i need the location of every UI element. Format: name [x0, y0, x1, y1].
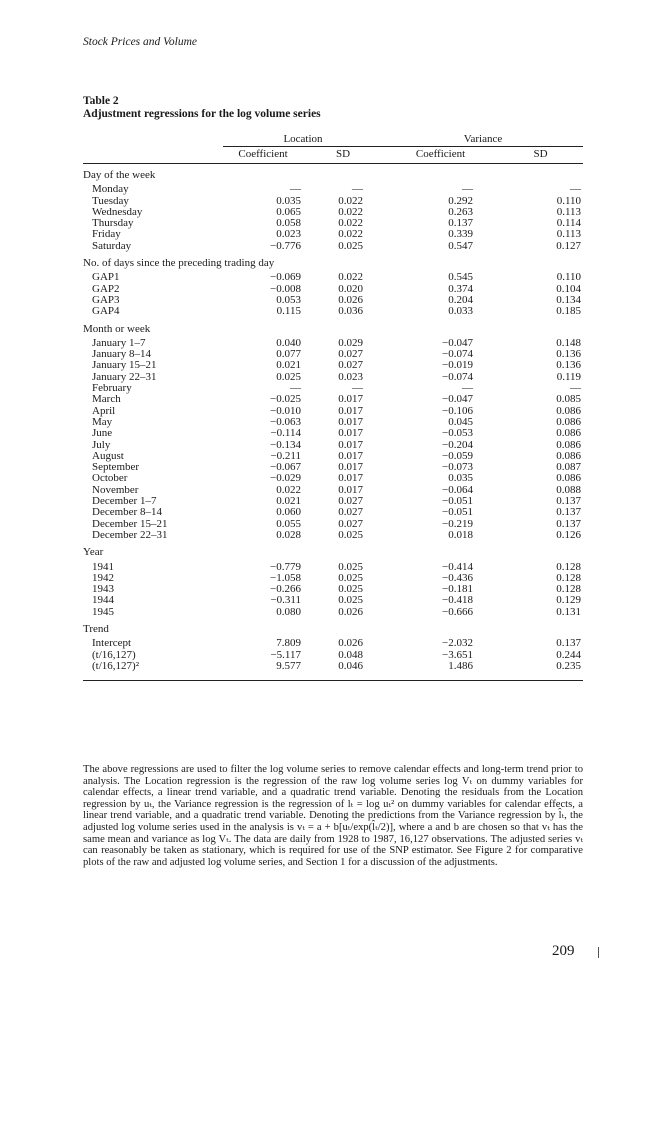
table-row [83, 241, 583, 252]
table-cell: 0.023 [276, 228, 301, 241]
table-cell: −0.010 [270, 404, 301, 417]
section-header-row [83, 618, 583, 638]
table-cell: −0.266 [270, 583, 301, 596]
table-row [83, 584, 583, 595]
table-cell: 0.134 [556, 293, 582, 306]
table-cell: — [352, 382, 364, 395]
table-cell: 0.055 [276, 517, 301, 530]
table-cell: 0.017 [338, 438, 364, 451]
table-cell: 0.040 [276, 336, 301, 349]
table-row [83, 394, 583, 405]
table-row [83, 562, 583, 573]
table-cell: 0.080 [276, 605, 301, 618]
table-row [83, 595, 583, 606]
table-cell: 0.022 [276, 483, 301, 496]
table-cell: 0.128 [556, 560, 582, 573]
regression-table [83, 130, 583, 681]
table-cell: −0.047 [442, 393, 474, 406]
section-header-row [83, 541, 583, 561]
table-cell: 0.025 [276, 370, 301, 383]
table-cell: −0.414 [442, 560, 474, 573]
table-cell: 0.110 [556, 194, 582, 207]
table-cell: 0.017 [338, 393, 364, 406]
table-cell: 0.058 [276, 217, 301, 230]
table-row [83, 338, 583, 349]
table-cell: −2.032 [442, 637, 474, 650]
table-row [83, 349, 583, 360]
table-cell: −0.047 [442, 336, 474, 349]
table-cell: 0.027 [338, 348, 364, 361]
table-cell: 0.017 [338, 483, 364, 496]
table-cell: 0.017 [338, 449, 364, 462]
table-cell: −0.074 [442, 348, 474, 361]
table-row [83, 417, 583, 428]
table-row [83, 360, 583, 371]
row-label: May [92, 415, 113, 428]
section-title: Year [83, 546, 104, 559]
row-label: Saturday [92, 239, 132, 252]
table-cell: 0.035 [448, 472, 474, 485]
table-cell: −0.181 [442, 583, 474, 596]
table-cell: 0.128 [556, 583, 582, 596]
table-cell: 0.136 [556, 348, 582, 361]
table-cell: 0.185 [556, 305, 582, 318]
table-cell: 0.128 [556, 571, 582, 584]
row-label: GAP2 [92, 282, 120, 295]
table-row [83, 650, 583, 661]
table-cell: −0.114 [270, 427, 301, 440]
table-cell: 0.129 [556, 594, 582, 607]
row-label: December 8–14 [92, 506, 162, 519]
stub-header [83, 130, 223, 147]
row-label: (t/16,127)² [92, 659, 139, 672]
row-label: January 22–31 [92, 370, 157, 383]
running-head: Stock Prices and Volume [83, 36, 198, 48]
table-cell: 0.113 [556, 205, 582, 218]
table-row [83, 607, 583, 618]
table-cell: 0.017 [338, 404, 364, 417]
table-cell: −0.219 [442, 517, 474, 530]
table-cell: 0.086 [556, 404, 582, 417]
table-bottom-rule [83, 681, 583, 682]
table-caption [83, 95, 321, 121]
table-row [83, 306, 583, 317]
row-label: April [92, 404, 116, 417]
table-cell: −0.053 [442, 427, 474, 440]
table-cell: −0.067 [270, 461, 301, 474]
table-cell: 0.086 [556, 427, 582, 440]
row-label: December 22–31 [92, 528, 168, 541]
table-row [83, 383, 583, 394]
table-cell: 0.127 [556, 239, 582, 252]
table-cell: 0.025 [338, 560, 364, 573]
row-label: Intercept [92, 637, 132, 650]
table-cell: 7.809 [276, 637, 301, 650]
table-cell: 0.017 [338, 461, 364, 474]
row-label: Wednesday [92, 205, 143, 218]
table-cell: 0.022 [338, 205, 364, 218]
row-label: GAP1 [92, 271, 120, 284]
row-label: July [92, 438, 111, 451]
table-cell: −0.051 [442, 495, 474, 508]
table-cell: — [462, 183, 474, 196]
table-cell: — [352, 183, 364, 196]
table-cell: −0.029 [270, 472, 301, 485]
table-cell: −0.063 [270, 415, 301, 428]
table-cell: 0.104 [556, 282, 582, 295]
table-cell: −0.064 [442, 483, 474, 496]
table-cell: 0.113 [556, 228, 582, 241]
table-row [83, 229, 583, 240]
table-cell: −0.418 [442, 594, 474, 607]
table-row [83, 272, 583, 283]
table-cell: 0.021 [276, 359, 301, 372]
table-cell: 0.027 [338, 495, 364, 508]
table-cell: 0.339 [448, 228, 474, 241]
table-cell: 0.086 [556, 415, 582, 428]
row-label: January 15–21 [92, 359, 157, 372]
table-cell: 0.545 [448, 271, 474, 284]
table-header [83, 130, 583, 164]
table-cell: 0.026 [338, 293, 364, 306]
table-cell: 0.026 [338, 605, 364, 618]
table-cell: −0.051 [442, 506, 474, 519]
group-header-location: Location [223, 130, 383, 147]
row-label: 1942 [92, 571, 114, 584]
table-cell: 0.027 [338, 506, 364, 519]
table-cell: 0.244 [556, 648, 582, 661]
table-cell: 0.148 [556, 336, 582, 349]
row-label: 1944 [92, 594, 114, 607]
table-cell: 0.547 [448, 239, 474, 252]
table-row [83, 207, 583, 218]
column-header: Coefficient [415, 148, 466, 161]
table-cell: 0.045 [448, 415, 474, 428]
row-label: Friday [92, 228, 121, 241]
table-cell: 0.027 [338, 517, 364, 530]
table-cell: −1.058 [270, 571, 301, 584]
table-cell: 0.028 [276, 528, 301, 541]
table-spacer [83, 672, 583, 681]
table-cell: −0.311 [270, 594, 301, 607]
table-number: Table 2 [83, 95, 119, 107]
table-cell: −0.211 [270, 449, 301, 462]
table-cell: 0.088 [556, 483, 582, 496]
table-cell: 0.053 [276, 293, 301, 306]
table-cell: −0.204 [442, 438, 474, 451]
table-cell: 0.018 [448, 528, 474, 541]
row-label: GAP3 [92, 293, 120, 306]
table-cell: 0.025 [338, 594, 364, 607]
table-cell: 0.137 [556, 495, 582, 508]
table-cell: 0.022 [338, 228, 364, 241]
row-label: December 1–7 [92, 495, 157, 508]
row-label: November [92, 483, 139, 496]
table-cell: 0.020 [338, 282, 364, 295]
row-label: 1943 [92, 583, 114, 596]
table-cell: −0.134 [270, 438, 301, 451]
table-cell: 0.035 [276, 194, 301, 207]
row-label: January 8–14 [92, 348, 151, 361]
table-cell: 0.086 [556, 449, 582, 462]
row-label: 1945 [92, 605, 114, 618]
table-cell: 1.486 [448, 659, 474, 672]
section-title: Month or week [83, 322, 151, 335]
table-cell: 0.086 [556, 438, 582, 451]
row-label: Thursday [92, 217, 134, 230]
table-cell: 0.126 [556, 528, 582, 541]
row-label: GAP4 [92, 305, 120, 318]
table-cell: 0.292 [448, 194, 474, 207]
table-cell: 0.022 [338, 271, 364, 284]
table-note: The above regressions are used to filter the log volume series to remove calendar effects and long-term trend prior to analysis. The Location regression is the regression of the raw log volume series log Vₜ on dummy variables for calendar effects, a linear trend variable, and a quadratic trend variable. Denoting the residuals from the Location regression by uₜ, the Variance regression is the regression of lₜ = log uₜ² on dummy variables for calendar effects, a linear trend variable, and a quadratic trend variable. Denoting the predictions from the Variance regression by l̂ₜ, the adjusted log volume series used in the analysis is vₜ = a + b[uₜ/exp(l̂ₜ/2)], where a and b are chosen so that vₜ has the same mean and variance as log Vₜ. The data are daily from 1928 to 1987, 16,127 observations. The adjusted series vₜ can reasonably be taken as stationary, which is required for use of the SNP estimator. See Figure 2 for comparative plots of the raw and adjusted log volume series, and Section 1 for a discussion of the adjustments. [83, 764, 583, 868]
row-label: (t/16,127) [92, 648, 136, 661]
section-title: Trend [83, 622, 109, 635]
page-number: 209 [552, 943, 575, 959]
row-label: August [92, 449, 124, 462]
section-title: Day of the week [83, 169, 156, 181]
section-header-row [83, 164, 583, 184]
section-header-row [83, 318, 583, 338]
column-header: SD [335, 148, 351, 161]
table-cell: −0.106 [442, 404, 474, 417]
table-cell: −0.008 [270, 282, 301, 295]
table-row [83, 440, 583, 451]
row-label: January 1–7 [92, 336, 146, 349]
table-cell: 9.577 [276, 659, 301, 672]
table-cell: 0.235 [556, 659, 582, 672]
table-cell: −0.436 [442, 571, 474, 584]
table-cell: 0.065 [276, 205, 301, 218]
table-cell: 0.077 [276, 348, 301, 361]
table-cell: 0.131 [556, 605, 582, 618]
table-cell: 0.119 [556, 370, 582, 383]
table-cell: −0.073 [442, 461, 474, 474]
table-cell: 0.110 [556, 271, 582, 284]
table-cell: 0.136 [556, 359, 582, 372]
table-cell: 0.263 [448, 205, 474, 218]
row-label: October [92, 472, 128, 485]
table-cell: 0.204 [448, 293, 474, 306]
table-cell: 0.137 [556, 517, 582, 530]
table-row [83, 196, 583, 207]
table-cell: 0.021 [276, 495, 301, 508]
table-row [83, 428, 583, 439]
row-label: September [92, 461, 140, 474]
table-row [83, 451, 583, 462]
table-row [83, 184, 583, 195]
column-header: SD [533, 148, 548, 161]
table-row [83, 473, 583, 484]
row-label: Monday [92, 183, 129, 196]
table-cell: −3.651 [442, 648, 474, 661]
table-cell: −0.074 [442, 370, 474, 383]
table-cell: −0.025 [270, 393, 301, 406]
section-title: No. of days since the preceding trading day [83, 257, 275, 270]
table-row [83, 462, 583, 473]
table-cell: −0.779 [270, 560, 301, 573]
table-cell: 0.085 [556, 393, 582, 406]
table-cell: 0.017 [338, 472, 364, 485]
row-label: Tuesday [92, 194, 129, 207]
table-cell: 0.087 [556, 461, 582, 474]
table-cell: 0.025 [338, 571, 364, 584]
table-cell: 0.137 [556, 506, 582, 519]
table-cell: −5.117 [270, 648, 301, 661]
column-header-row [83, 147, 583, 164]
table-cell: — [570, 382, 582, 395]
table-row [83, 530, 583, 541]
table-cell: 0.115 [276, 305, 301, 318]
table-cell: 0.114 [556, 217, 582, 230]
row-label: March [92, 393, 121, 406]
group-header-row [83, 130, 583, 147]
table-cell: 0.026 [338, 637, 364, 650]
table-cell: 0.025 [338, 583, 364, 596]
table-row [83, 372, 583, 383]
table-row [83, 295, 583, 306]
table-cell: 0.086 [556, 472, 582, 485]
table-cell: −0.069 [270, 271, 301, 284]
table-cell: 0.048 [338, 648, 364, 661]
table-row [83, 638, 583, 649]
table-cell: 0.060 [276, 506, 301, 519]
table-cell: −0.776 [270, 239, 301, 252]
table-title: Adjustment regressions for the log volume series [83, 108, 321, 120]
table-cell: 0.027 [338, 359, 364, 372]
table-row [83, 284, 583, 295]
table-cell: — [570, 183, 582, 196]
row-label: 1941 [92, 560, 114, 573]
table-cell: 0.025 [338, 528, 364, 541]
table-cell: 0.036 [338, 305, 364, 318]
row-label: December 15–21 [92, 517, 168, 530]
table-cell: 0.374 [448, 282, 474, 295]
table-row [83, 218, 583, 229]
table-body [83, 164, 583, 681]
table-cell: — [290, 382, 301, 395]
stub-subheader [83, 147, 223, 164]
table-cell: −0.059 [442, 449, 474, 462]
table-cell: — [462, 382, 474, 395]
table-cell: 0.025 [338, 239, 364, 252]
table-row [83, 661, 583, 672]
regression-table-container [83, 130, 583, 681]
row-label: June [92, 427, 113, 440]
table-row [83, 406, 583, 417]
column-header: Coefficient [238, 148, 288, 161]
row-label: February [92, 382, 132, 395]
table-cell: 0.033 [448, 305, 474, 318]
scan-edge-mark [598, 947, 599, 958]
table-cell: 0.046 [338, 659, 364, 672]
table-cell: 0.137 [556, 637, 582, 650]
table-row [83, 573, 583, 584]
table-row [83, 507, 583, 518]
table-row [83, 485, 583, 496]
table-cell: 0.137 [448, 217, 474, 230]
table-cell: 0.022 [338, 194, 364, 207]
group-header-variance: Variance [383, 130, 583, 147]
section-header-row [83, 252, 583, 272]
table-cell: −0.666 [442, 605, 474, 618]
table-cell: 0.023 [338, 370, 364, 383]
table-cell: 0.029 [338, 336, 364, 349]
table-cell: 0.017 [338, 415, 364, 428]
table-cell: 0.017 [338, 427, 364, 440]
table-cell: — [290, 183, 301, 196]
table-cell: −0.019 [442, 359, 474, 372]
table-cell: 0.022 [338, 217, 364, 230]
